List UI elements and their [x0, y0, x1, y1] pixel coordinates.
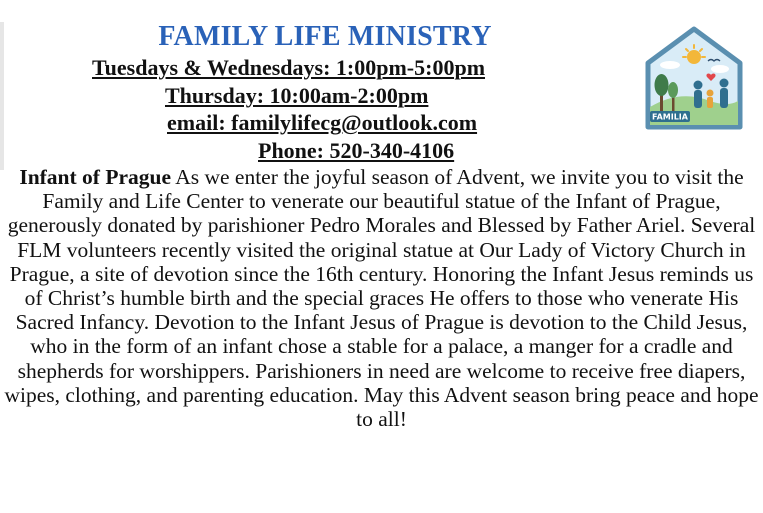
article-lead: Infant of Prague	[19, 165, 172, 189]
contact-phone: Phone: 520-340-4106	[258, 138, 455, 163]
article-text: As we enter the joyful season of Advent, we invite you to visit the Family and Life Center to venerate our beautiful statue of the Infant of Prague, generously donated by parishioner Pedro Morales and Blessed by Father Ariel. Several FLM volunteers recently visited the original statue at Our Lady of Victory Church in Prague, a site of devotion since the 16th century. Honoring the Infant Jesus reminds us of Christ’s humble birth and the special graces He offers to those who venerate His Sacred Infancy. Devotion to the Infant Jesus of Prague is devotion to the Child Jesus, who in the form of an infant chose a stable for a palace, a manger for a cradle and shepherds for worshippers. Parishioners in need are welcome to receive free diapers, wipes, clothing, and parenting education. May this Advent season bring peace and hope to all!	[4, 165, 759, 432]
page-title: FAMILY LIFE MINISTRY	[158, 21, 492, 52]
article-body	[4, 165, 759, 431]
hours-tuesday-wednesday: Tuesdays & Wednesdays: 1:00pm-5:00pm	[92, 55, 486, 80]
contact-email: email: familylifecg@outlook.com	[167, 110, 478, 135]
cloud-icon	[660, 61, 680, 69]
hours-thursday: Thursday: 10:00am-2:00pm	[165, 83, 429, 108]
logo-label: FAMILIA	[652, 112, 688, 122]
familia-logo-icon	[640, 23, 748, 133]
